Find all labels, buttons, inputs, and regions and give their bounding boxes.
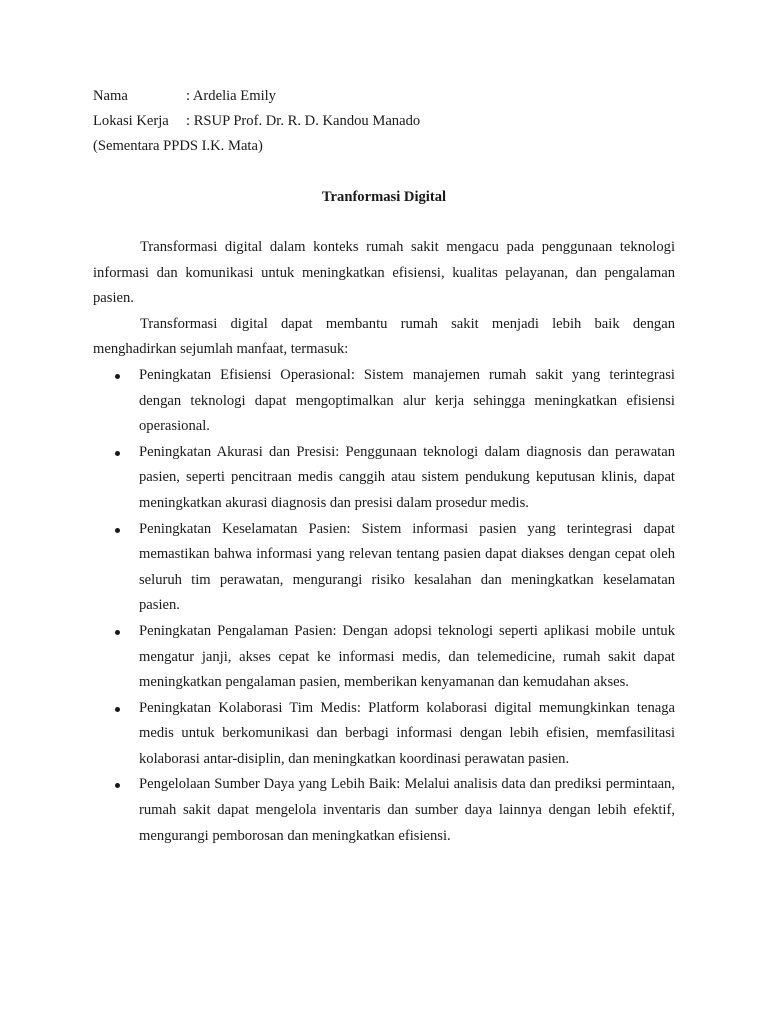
bullet-icon [115, 528, 120, 533]
document-body [93, 235, 675, 849]
list-item-text: Peningkatan Keselamatan Pasien: Sistem informasi pasien yang terintegrasi dapat memastikan bahwa informasi yang relevan tentang pasien dapat diakses dengan cepat oleh seluruh tim perawatan, mengurangi risiko kesalahan dan meningkatkan keselamatan pasien. [139, 520, 675, 614]
list-item-text: Peningkatan Pengalaman Pasien: Dengan adopsi teknologi seperti aplikasi mobile untuk mengatur janji, akses cepat ke informasi medis, dan telemedicine, rumah sakit dapat meningkatkan pengalaman pasien, memberikan kenyamanan dan kemudahan akses. [139, 622, 675, 691]
name-label: Nama [93, 88, 128, 104]
bullet-icon [115, 630, 120, 635]
list-item-text: Pengelolaan Sumber Daya yang Lebih Baik: Melalui analisis data dan prediksi permintaan, rumah sakit dapat mengelola inventaris dan sumber daya lainnya dengan lebih efektif, mengurangi pemborosan dan meningkatkan efisiensi. [139, 776, 675, 844]
paragraph: Transformasi digital dalam konteks rumah sakit mengacu pada penggunaan teknologi informasi dan komunikasi untuk meningkatkan efisiensi, kualitas pelayanan, dan pengalaman pasien. [93, 239, 675, 307]
bullet-icon [115, 451, 120, 456]
bullet-icon [115, 707, 120, 712]
list-item-text: Peningkatan Kolaborasi Tim Medis: Platform kolaborasi digital memungkinkan tenaga medis untuk berkomunikasi dan berbagi informasi dengan lebih efisien, memfasilitasi kolaborasi antar-disiplin, dan meningkatkan koordinasi perawatan pasien. [139, 699, 675, 767]
header-name-row [93, 86, 276, 106]
header-location-row [93, 111, 420, 131]
list-item [93, 517, 675, 619]
list-item [93, 619, 675, 696]
location-label: Lokasi Kerja [93, 113, 169, 129]
list-item [93, 696, 675, 773]
list-item-text: Peningkatan Efisiensi Operasional: Sistem manajemen rumah sakit yang terintegrasi dengan teknologi dapat mengoptimalkan alur kerja sehingga meningkatkan efisiensi operasional. [139, 366, 675, 435]
list-item [93, 363, 675, 440]
list-item-text: Peningkatan Akurasi dan Presisi: Penggunaan teknologi dalam diagnosis dan perawatan pasien, seperti pencitraan medis canggih atau sistem pendukung keputusan klinis, dapat meningkatkan akurasi diagnosis dan presisi dalam prosedur medis. [139, 443, 675, 511]
bullet-icon [115, 374, 120, 379]
header-note: (Sementara PPDS I.K. Mata) [93, 138, 263, 154]
location-value: : RSUP Prof. Dr. R. D. Kandou Manado [186, 113, 421, 129]
bullet-icon [115, 783, 120, 788]
paragraph: Transformasi digital dapat membantu rumah sakit menjadi lebih baik dengan menghadirkan sejumlah manfaat, termasuk: [93, 315, 675, 358]
list-item [93, 440, 675, 517]
benefits-list [93, 363, 675, 849]
document-title: Tranformasi Digital [321, 189, 447, 205]
list-item [93, 772, 675, 849]
name-value: : Ardelia Emily [186, 88, 276, 104]
